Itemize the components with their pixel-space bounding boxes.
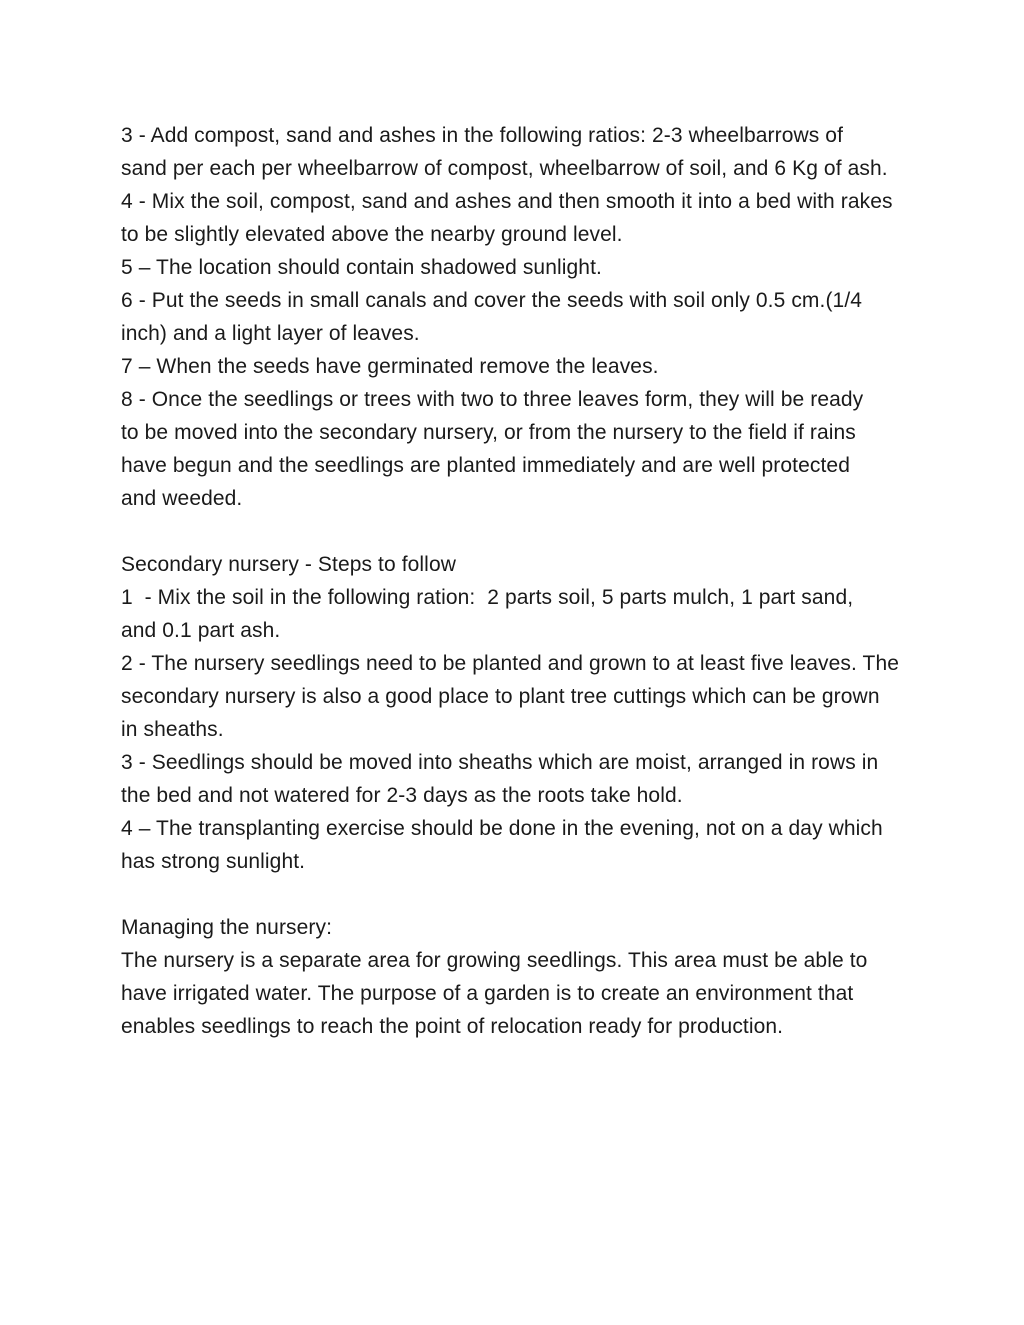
text-line: the bed and not watered for 2-3 days as the roots take hold. [121,784,683,807]
paragraph-secondary-nursery-steps [121,548,1024,878]
text-line: and 0.1 part ash. [121,619,281,642]
text-line: to be slightly elevated above the nearby ground level. [121,223,623,246]
text-line: 4 - Mix the soil, compost, sand and ashes and then smooth it into a bed with rakes [121,190,893,213]
text-line: have begun and the seedlings are planted immediately and are well protected [121,454,850,477]
text-line: 3 - Seedlings should be moved into sheaths which are moist, arranged in rows in [121,751,879,774]
text-line: 8 - Once the seedlings or trees with two to three leaves form, they will be ready [121,388,864,411]
text-line: 2 - The nursery seedlings need to be planted and grown to at least five leaves. The [121,652,900,675]
text-line: 3 - Add compost, sand and ashes in the following ratios: 2-3 wheelbarrows of [121,124,843,147]
text-line: in sheaths. [121,718,224,741]
text-line: sand per each per wheelbarrow of compost, wheelbarrow of soil, and 6 Kg of ash. [121,157,888,180]
text-line: has strong sunlight. [121,850,306,873]
text-line: enables seedlings to reach the point of relocation ready for production. [121,1015,784,1038]
text-line: 4 – The transplanting exercise should be done in the evening, not on a day which [121,817,883,840]
text-line: 1 - Mix the soil in the following ration: 2 parts soil, 5 parts mulch, 1 part sand, [121,586,854,609]
text-line: 7 – When the seeds have germinated remove the leaves. [121,355,659,378]
section-heading-secondary-nursery: Secondary nursery - Steps to follow [121,553,456,576]
text-line: The nursery is a separate area for growing seedlings. This area must be able to [121,949,868,972]
text-line: have irrigated water. The purpose of a garden is to create an environment that [121,982,854,1005]
text-line: inch) and a light layer of leaves. [121,322,420,345]
paragraph-primary-nursery-steps [121,119,1024,515]
text-line: to be moved into the secondary nursery, or from the nursery to the field if rains [121,421,856,444]
text-line: and weeded. [121,487,243,510]
text-line: secondary nursery is also a good place to plant tree cuttings which can be grown [121,685,880,708]
text-line: 6 - Put the seeds in small canals and cover the seeds with soil only 0.5 cm.(1/4 [121,289,863,312]
section-heading-managing-nursery: Managing the nursery: [121,916,333,939]
text-line: 5 – The location should contain shadowed sunlight. [121,256,602,279]
paragraph-managing-the-nursery [121,911,1024,1043]
